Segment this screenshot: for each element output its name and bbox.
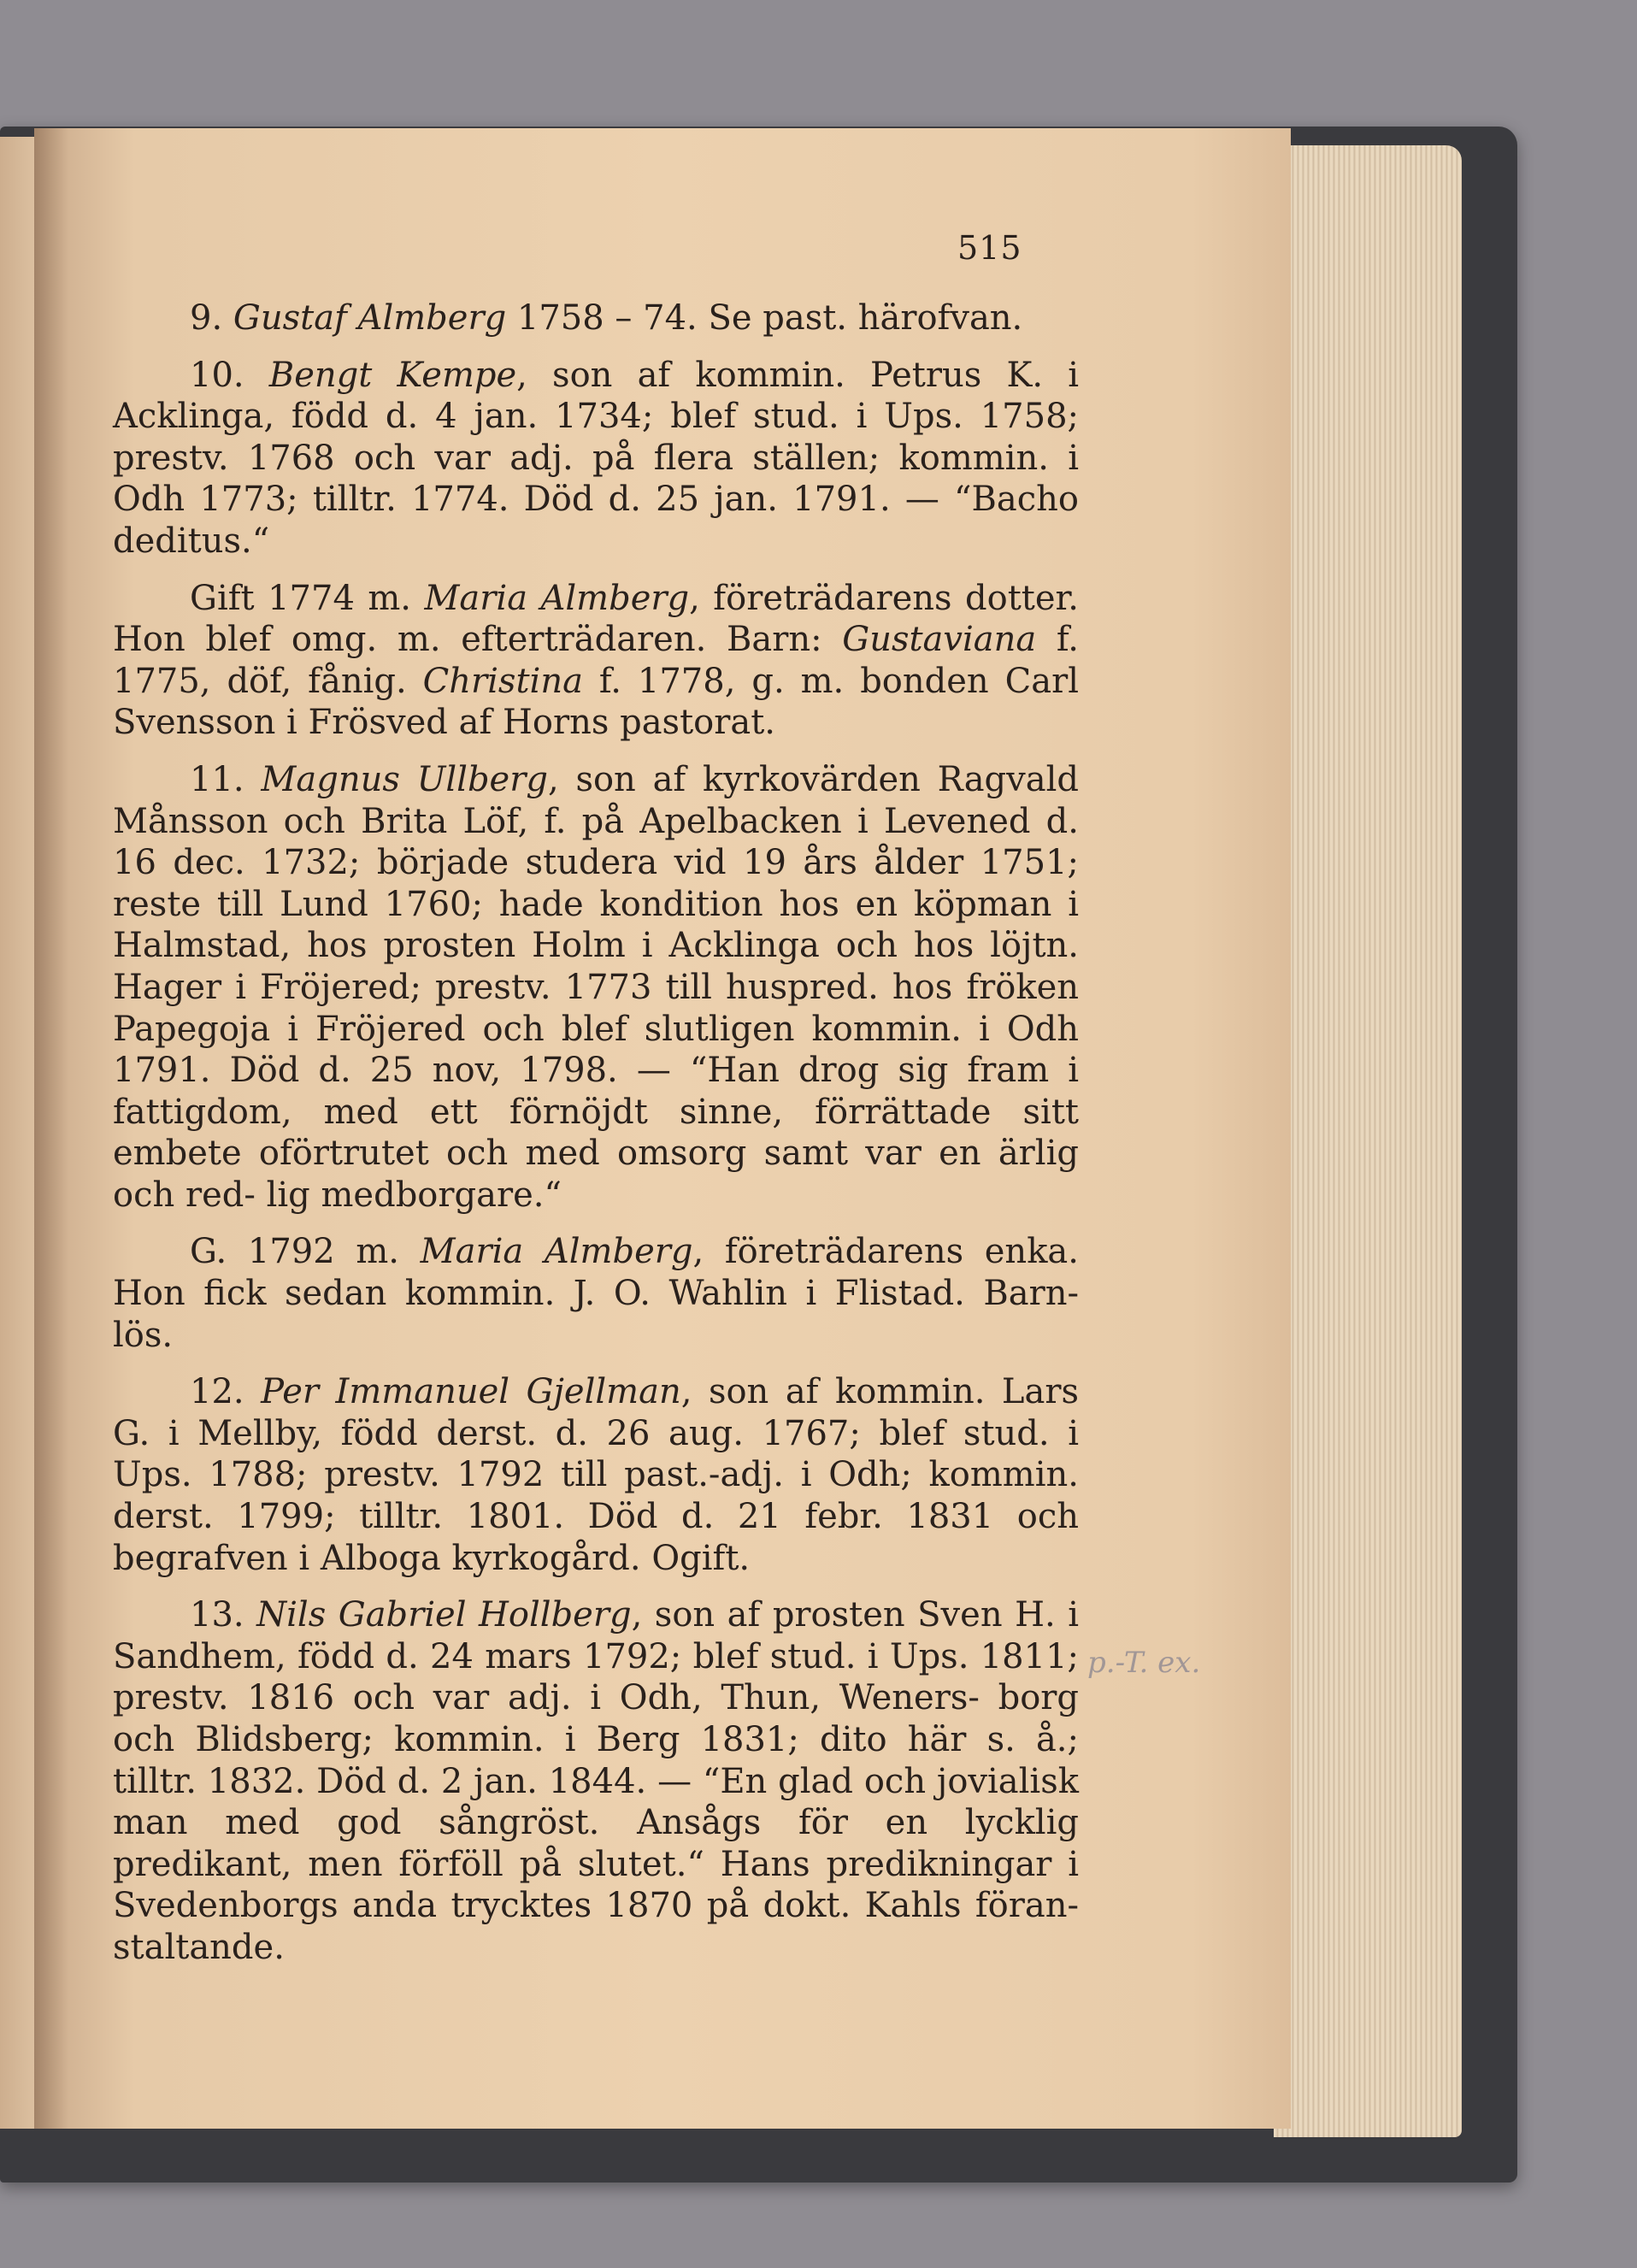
entry-text: 1758 – 74. Se past. härofvan. [506,298,1023,338]
entry-text: f. 1778, g. m. bonden Carl Svensson i Frösved af Horns pastorat. [113,661,1079,743]
entry-text: , son af kommin. Lars G. i Mellby, född derst. d. 26 aug. 1767; blef stud. i Ups. 1788; prestv. 1792 till past.-adj. i Odh; kommin. derst. 1799; tilltr. 1801. Död d. 21 febr. 1831 och begrafven i Alboga kyrkogård. Ogift. [113,1372,1079,1578]
person-name: Magnus Ullberg [261,759,548,799]
paragraph-12 [113,1371,1079,1579]
person-name: Christina [422,661,583,701]
entry-text: , son af prosten Sven H. i Sandhem, född d. 24 mars 1792; blef stud. i Ups. 1811; prestv. 1816 och var adj. i Odh, Thun, Weners- borg och Blidsberg; kommin. i Berg 1831; dito här s. å.; tilltr. 1832. Död d. 2 jan. 1844. — “En glad och jovialisk man med god sångröst. Ansågs för en lycklig predikant, men förföll på slutet.“ Hans predikningar i Svedenborgs anda trycktes 1870 på dokt. Kahls föran- staltande. [113,1595,1079,1967]
person-name: Nils Gabriel Hollberg [256,1595,632,1635]
entry-number: 9. [190,298,223,338]
entry-text: , son af kyrkovärden Ragvald Månsson och Brita Löf, f. på Apelbacken i Levened d. 16 dec. 1732; började studera vid 19 års ålder 1751; reste till Lund 1760; hade kondition hos en köpman i Halmstad, hos prosten Holm i Acklinga och hos löjtn. Hager i Fröjered; prestv. 1773 till huspred. hos fröken Papegoja i Fröjered och blef slutligen kommin. i Odh 1791. Död d. 25 nov, 1798. — “Han drog sig fram i fattigdom, med ett förnöjdt sinne, förrättade sitt embete oförtrutet och med omsorg samt var en ärlig och red- lig medborgare.“ [113,759,1080,1215]
entry-text: , företrädarens dotter. Hon blef omg. m. efterträdaren. Barn: [113,578,1079,660]
paragraph-10-marriage [113,578,1079,744]
page-text [113,297,1079,1969]
entry-number: 12. [190,1372,244,1412]
person-name: Maria Almberg [424,578,690,618]
entry-text: , son af kommin. Petrus K. i Acklinga, född d. 4 jan. 1734; blef stud. i Ups. 1758; prestv. 1768 och var adj. på flera ställen; kommin. i Odh 1773; tilltr. 1774. Död d. 25 jan. 1791. — “Bacho deditus.“ [113,355,1079,561]
paragraph-10 [113,355,1079,563]
person-name: Maria Almberg [420,1232,693,1272]
person-name: Gustaf Almberg [233,298,507,338]
entry-text: G. 1792 m. [190,1232,421,1272]
entry-number: 13. [190,1595,244,1635]
page-number: 515 [957,229,1022,267]
person-name: Bengt Kempe [268,355,517,395]
entry-text: Gift 1774 m. [190,578,425,618]
entry-number: 10. [190,355,244,395]
paragraph-9 [113,297,1079,339]
person-name: Per Immanuel Gjellman [261,1372,681,1412]
entry-number: 11. [190,759,244,799]
paragraph-11 [113,759,1079,1216]
entry-text: , företrädarens enka. Hon fick sedan kommin. J. O. Wahlin i Flistad. Barn- lös. [113,1232,1079,1355]
handwritten-margin-note: p.-T. ex. [1087,1646,1201,1680]
person-name: Gustaviana [842,620,1037,660]
paragraph-13 [113,1594,1079,1968]
entry-text: f. 1775, döf, fånig. [113,620,1080,701]
spine-shadow [34,128,68,2129]
page-fore-edge [1274,145,1462,2137]
paragraph-11-marriage [113,1231,1079,1356]
